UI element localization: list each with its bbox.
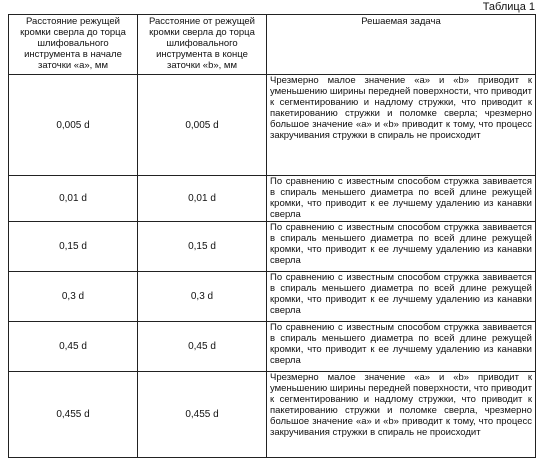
table-caption: Таблица 1 [482,1,535,13]
table-row [9,322,536,372]
cell-distance-b: 0,005 d [138,75,267,176]
cell-distance-b: 0,455 d [138,372,267,458]
cell-task: По сравнению с известным способом стружка завивается в спираль меньшего диаметра по всей длине режущей кромки, что приводит к ее лучшему удалению из канавки сверла [267,222,536,272]
cell-task: По сравнению с известным способом стружка завивается в спираль меньшего диаметра по всей длине режущей кромки, что приводит к ее лучшему удалению из канавки сверла [267,176,536,222]
cell-distance-a: 0,15 d [9,222,138,272]
header-row [9,15,536,75]
table-row [9,272,536,322]
cell-distance-b: 0,45 d [138,322,267,372]
header-distance-a: Расстояние режущей кромки сверла до торца шлифовального инструмента в начале заточки «а», мм [9,15,138,75]
header-distance-b: Расстояние от режущей кромки сверла до торца шлифовального инструмента в конце заточки «b», мм [138,15,267,75]
table-row [9,75,536,176]
cell-distance-a: 0,45 d [9,322,138,372]
cell-task: Чрезмерно малое значение «а» и «b» приводит к уменьшению ширины передней поверхности, что приводит к сегментированию и надлому стружки, что приводит к пакетированию стружки и поломке сверла; чрезмерно большое значение «а» и «b» приводит к тому, что процесс закручивания стружки в спираль не происходит [267,75,536,176]
cell-distance-b: 0,3 d [138,272,267,322]
cell-task: Чрезмерно малое значение «а» и «b» приводит к уменьшению ширины передней поверхности, что приводит к сегментированию и надлому стружки, что приводит к пакетированию стружки и поломке сверла, чрезмерно большое значение «а» и «b» приводит к тому, что процесс закручивания стружки в спираль не происходит [267,372,536,458]
cell-distance-b: 0,01 d [138,176,267,222]
cell-task: По сравнению с известным способом стружка завивается в спираль меньшего диаметра по всей длине режущей кромки, что приводит к ее лучшему удалению из канавки сверла [267,322,536,372]
cell-distance-a: 0,005 d [9,75,138,176]
table-row [9,176,536,222]
cell-task: По сравнению с известным способом стружка завивается в спираль меньшего диаметра по всей длине режущей кромки, что приводит к ее лучшему удалению из канавки сверла [267,272,536,322]
cell-distance-b: 0,15 d [138,222,267,272]
table-row [9,372,536,458]
cell-distance-a: 0,3 d [9,272,138,322]
data-table [8,14,536,458]
header-task: Решаемая задача [267,15,536,75]
cell-distance-a: 0,455 d [9,372,138,458]
table-row [9,222,536,272]
cell-distance-a: 0,01 d [9,176,138,222]
